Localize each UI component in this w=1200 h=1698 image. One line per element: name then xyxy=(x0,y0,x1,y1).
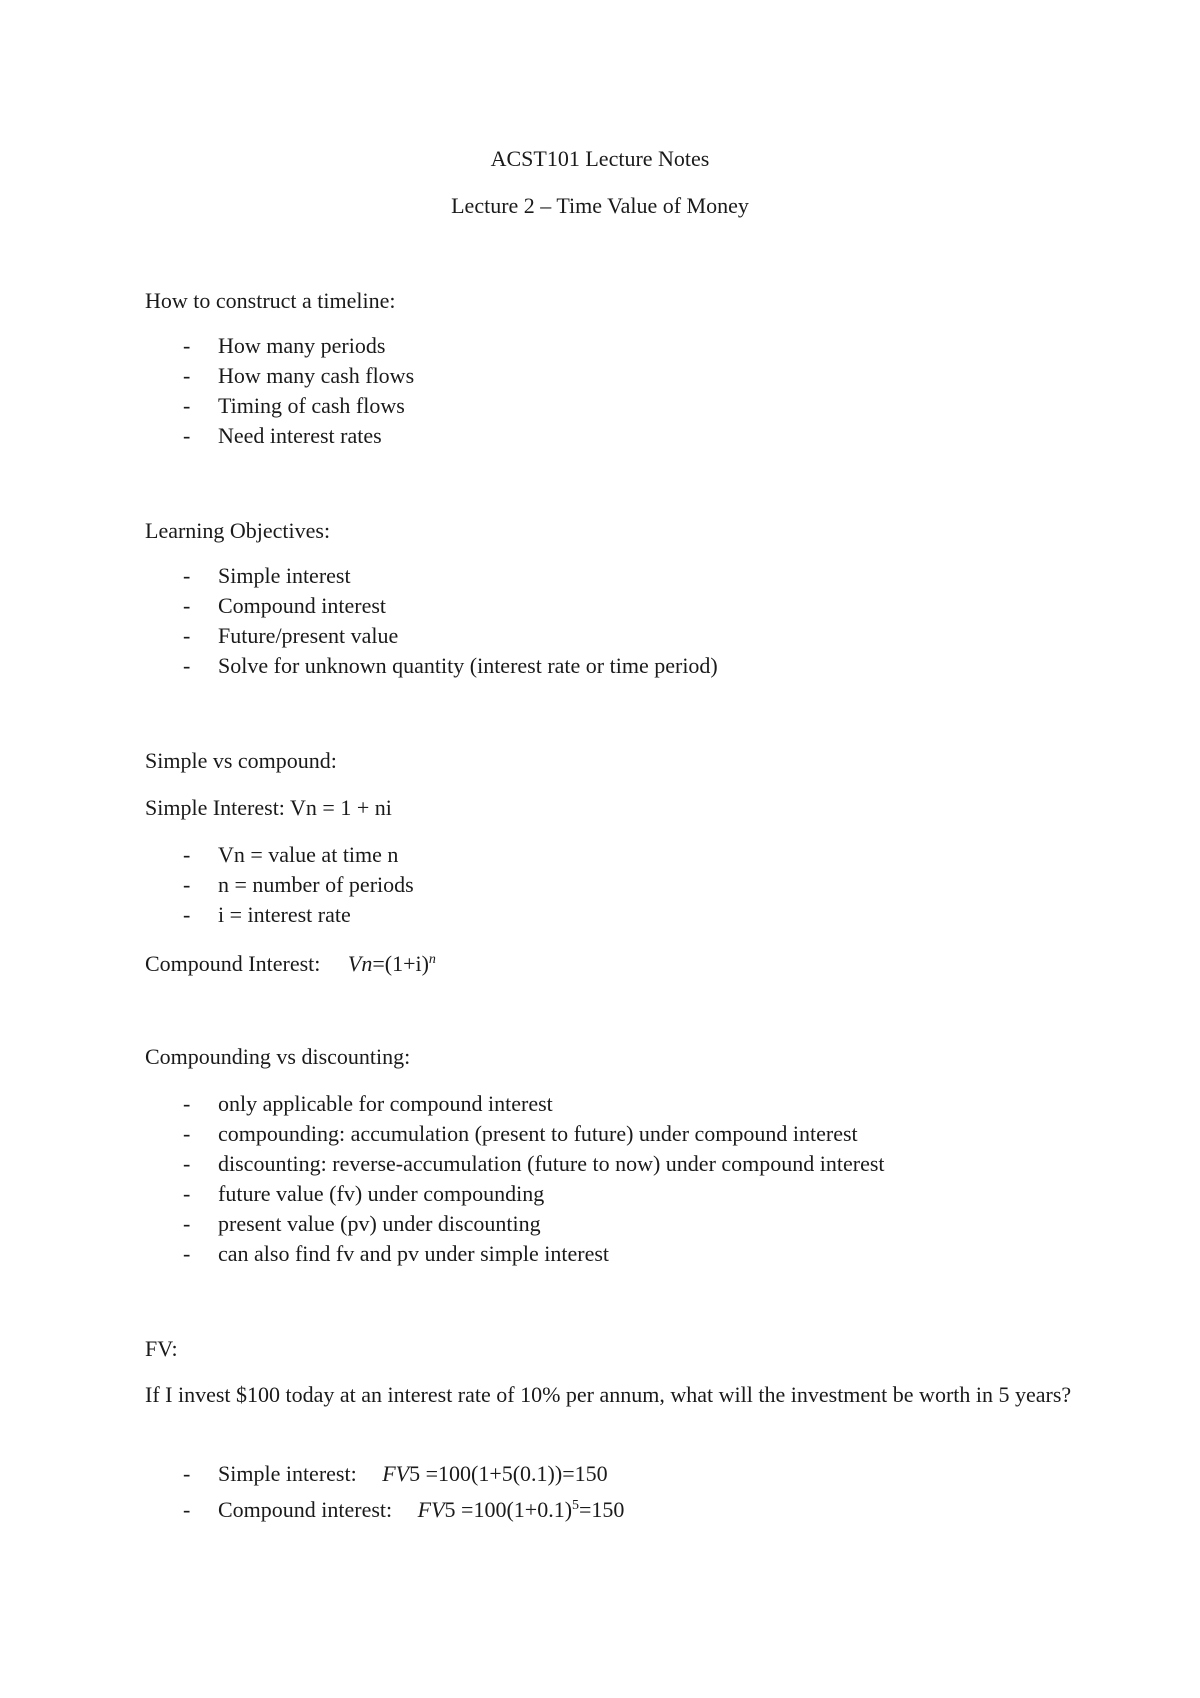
fv-simple-formula: FV5 =100(1+5(0.1))=150 xyxy=(382,1461,608,1486)
document-subtitle: Lecture 2 – Time Value of Money xyxy=(451,193,749,218)
simple-interest-label: Simple interest: xyxy=(218,1461,357,1486)
simple-interest-formula: Simple Interest: Vn = 1 + ni xyxy=(145,795,392,820)
bullet-dash: - xyxy=(183,1151,191,1176)
bullet-dash: - xyxy=(183,1497,191,1522)
timeline-heading: How to construct a timeline: xyxy=(145,288,396,313)
bullet-dash: - xyxy=(183,1121,191,1146)
document-page: ACST101 Lecture Notes Lecture 2 – Time Value of Money How to construct a timeline: - How many periods - How many cash flows - Timing of cash flows - Need interest rates Learning Objectives: - Simple interest - Compound interest - Future/present value - Solve for unknown quantity (interest rate or time period) Simple vs compound: Simple Interest: Vn = 1 + ni - Vn = value at time n - n = number of periods - i = interest rate Compound Interest: $Vn=(1+i)^n$ Compounding vs discounting: - only applicable for compound interest - compounding: accumulation (present to future) under compound interest - discounting: reverse-accumulation (future to now) under compound interest - future value (fv) under compounding - present value (pv) under discounting - can also find fv and pv under simple interest FV: If I invest $100 today at an interest rate of 10% per annum, what will the investment be worth in 5 years? - Simple interest: FV5 =100(1+5(0.1))=150 - Compound interest: $FV5 =100(1+0.1)^5=150$ xyxy=(0,0,1200,1698)
bullet-dash: - xyxy=(183,842,191,867)
compound-formula: $Vn=(1+i)^n$ xyxy=(347,951,436,976)
bullet-dash: - xyxy=(183,333,191,358)
compound-interest-label: Compound interest: xyxy=(218,1497,393,1522)
bullet-dash: - xyxy=(183,653,191,678)
bullet-dash: - xyxy=(183,1461,191,1486)
bullet-dash: - xyxy=(183,1241,191,1266)
compound-interest-formula xyxy=(145,951,436,977)
compounding-vs-discounting-heading: Compounding vs discounting: xyxy=(145,1044,411,1069)
fv-question: If I invest $100 today at an interest rate of 10% per annum, what will the investment be worth in 5 years? xyxy=(145,1382,1072,1407)
bullet-dash: - xyxy=(183,623,191,648)
fv-heading: FV: xyxy=(145,1336,178,1361)
bullet-dash: - xyxy=(183,593,191,618)
bullet-dash: - xyxy=(183,563,191,588)
simple-vs-compound-heading: Simple vs compound: xyxy=(145,748,337,773)
bullet-dash: - xyxy=(183,363,191,388)
document-title: ACST101 Lecture Notes xyxy=(490,146,710,171)
bullet-dash: - xyxy=(183,423,191,448)
bullet-dash: - xyxy=(183,1181,191,1206)
fv-compound-formula: $FV5 =100(1+0.1)^5=150$ xyxy=(417,1497,625,1522)
bullet-dash: - xyxy=(183,872,191,897)
objectives-heading: Learning Objectives: xyxy=(145,518,331,543)
bullet-dash: - xyxy=(183,1091,191,1116)
bullet-dash: - xyxy=(183,1211,191,1236)
bullet-dash: - xyxy=(183,393,191,418)
compound-interest-label: Compound Interest: xyxy=(145,951,321,976)
bullet-dash: - xyxy=(183,902,191,927)
